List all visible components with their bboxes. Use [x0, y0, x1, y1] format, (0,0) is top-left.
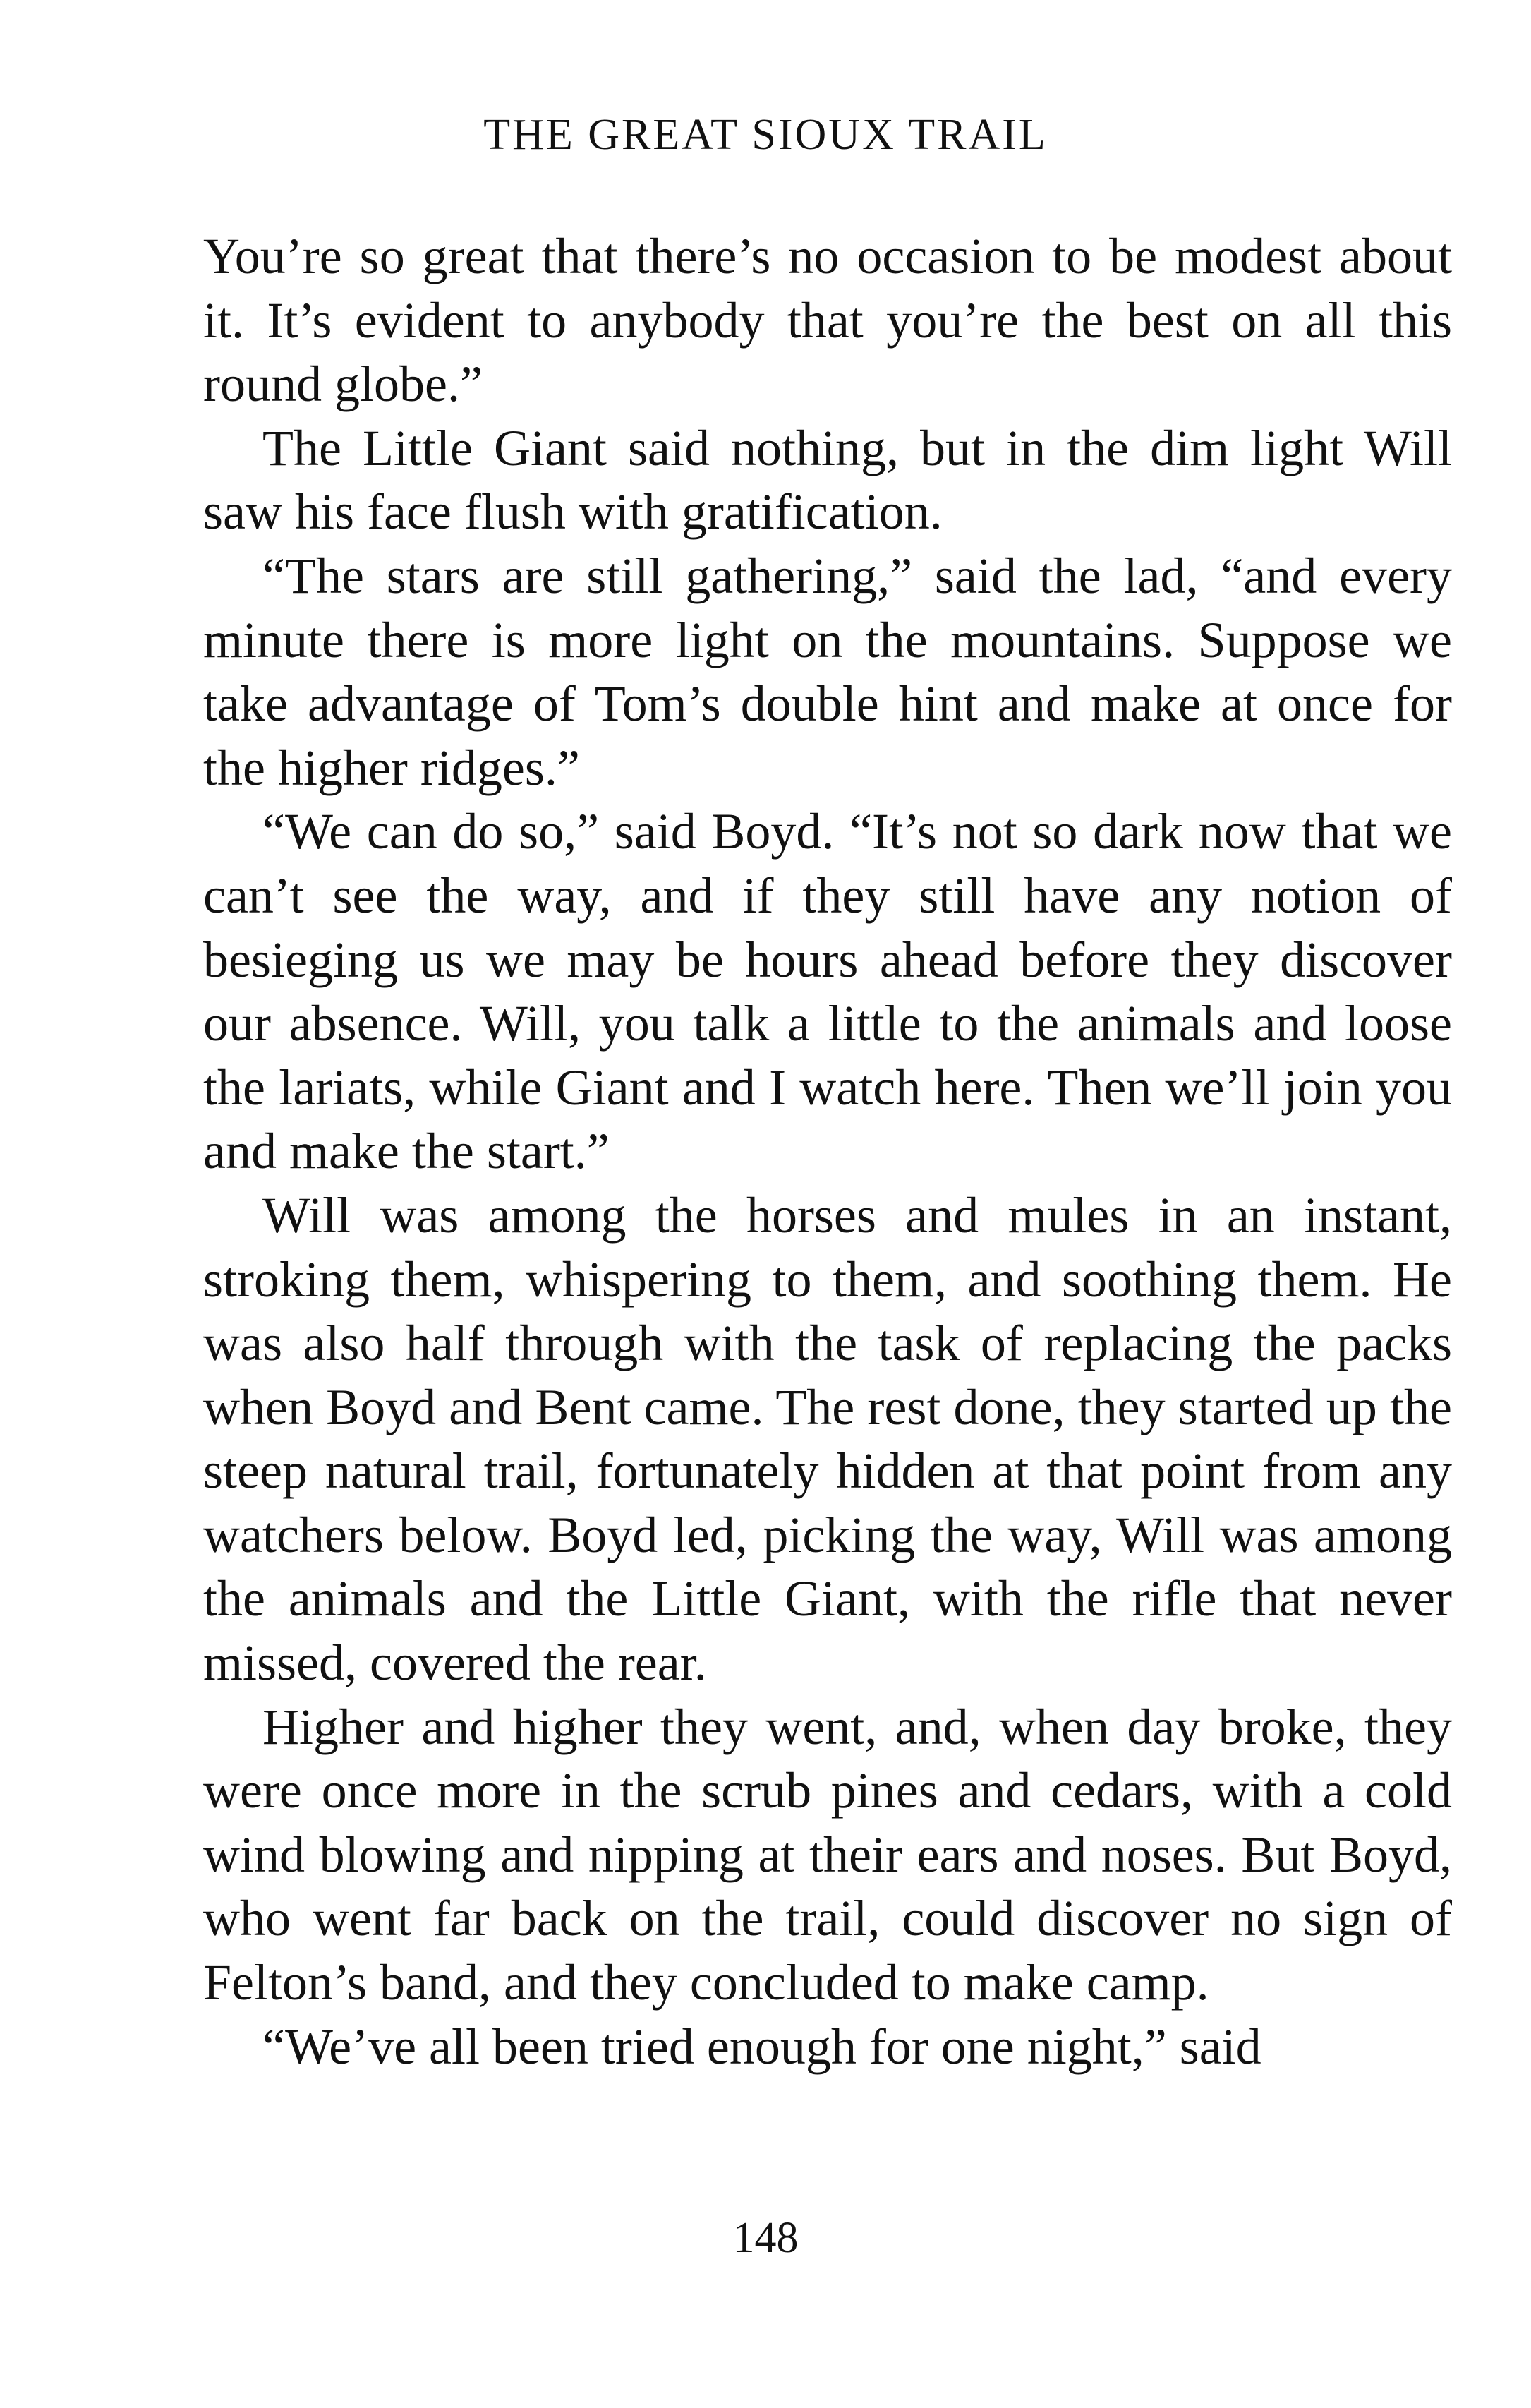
paragraph-continued: You’re so great that there’s no occasion to be modest about it. It’s evident to anybody that you’re the best on all this round globe.”: [203, 228, 1452, 413]
paragraph: Will was among the horses and mules in an instant, stroking them, whispering to them, and soothing them. He was also half through with the task of replacing the packs when Boyd and Bent came. The rest done, they started up the steep natural trail, fortunately hidden at that point from any watchers below. Boyd led, picking the way, Will was among the animals and the Little Giant, with the rifle that never missed, covered the rear.: [203, 1186, 1452, 1692]
paragraph: “We’ve all been tried enough for one night,” said: [262, 2018, 1261, 2075]
body-text: [203, 224, 1452, 2078]
paragraph: “The stars are still gathering,” said the lad, “and every minute there is more light on the mountains. Suppose we take advantage of Tom’s double hint and make at once for the higher ridges.”: [203, 547, 1452, 796]
paragraph: Higher and higher they went, and, when day broke, they were once more in the scrub pines and cedars, with a cold wind blowing and nipping at their ears and noses. But Boyd, who went far back on the trail, could discover no sign of Felton’s band, and they concluded to make camp.: [203, 1698, 1452, 2011]
running-head: THE GREAT SIOUX TRAIL: [483, 111, 1048, 159]
page-number: 148: [732, 2214, 799, 2262]
paragraph: “We can do so,” said Boyd. “It’s not so dark now that we can’t see the way, and if they still have any notion of besieging us we may be hours ahead before they discover our absence. Will, you talk a little to the animals and loose the lariats, while Giant and I watch here. Then we’ll join you and make the start.”: [203, 803, 1452, 1180]
paragraph: The Little Giant said nothing, but in the dim light Will saw his face flush with gratification.: [203, 419, 1452, 541]
